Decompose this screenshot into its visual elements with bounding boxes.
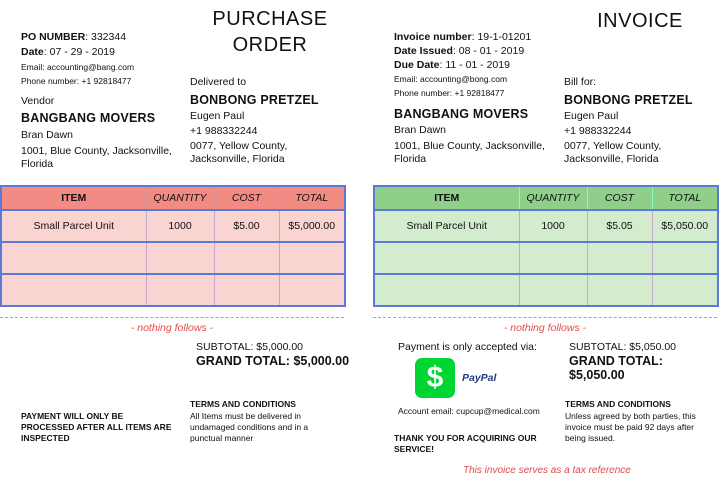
vendor-address-2: Florida: [21, 158, 54, 170]
po-date-line: Date: 07 - 29 - 2019: [21, 46, 115, 58]
delivered-name: BONBONG PRETZEL: [190, 93, 319, 107]
po-row-total: $5,000.00: [279, 210, 345, 242]
po-terms-3: punctual manner: [190, 433, 254, 443]
po-terms-1: All Items must be delivered in: [190, 411, 302, 421]
po-row-cost: $5.00: [214, 210, 279, 242]
vendor-label: Vendor: [21, 95, 55, 107]
table-row: [374, 274, 718, 306]
po-email: Email: accounting@bang.com: [21, 62, 135, 72]
po-subtotal: SUBTOTAL: $5,000.00: [196, 341, 304, 353]
invoice-from-address-1: 1001, Blue County, Jacksonville,: [394, 140, 545, 152]
invoice-row-cost: $5.05: [587, 210, 652, 242]
invoice-terms-1: Unless agreed by both parties, this: [565, 411, 696, 421]
bill-phone: +1 988332244: [564, 125, 632, 137]
invoice-divider: [373, 317, 717, 318]
invoice-terms-title: TERMS AND CONDITIONS: [565, 399, 671, 409]
po-header-total: TOTAL: [279, 186, 345, 210]
po-nothing-follows: - nothing follows -: [130, 322, 214, 334]
po-payment-note-3: INSPECTED: [21, 433, 70, 443]
invoice-issued-line: Date Issued: 08 - 01 - 2019: [394, 45, 525, 57]
po-title: PURCHASE ORDER: [212, 8, 328, 56]
vendor-name: BANGBANG MOVERS: [21, 111, 156, 125]
invoice-email: Email: accounting@bong.com: [394, 74, 508, 84]
po-header-cost: COST: [214, 186, 279, 210]
account-email: Account email: cupcup@medical.com: [398, 406, 540, 416]
table-row: [1, 210, 345, 242]
tax-reference-note: This invoice serves as a tax reference: [463, 465, 631, 476]
bill-contact: Eugen Paul: [564, 110, 619, 122]
invoice-terms-2: invoice must be paid 92 days after: [565, 422, 694, 432]
paypal-logo: PayPal: [462, 372, 497, 384]
invoice-subtotal: SUBTOTAL: $5,050.00: [569, 341, 677, 353]
cashapp-icon: $: [415, 358, 455, 398]
vendor-address-1: 1001, Blue County, Jacksonville,: [21, 145, 172, 157]
table-row: [1, 274, 345, 306]
invoice-header-cost: COST: [587, 186, 652, 210]
table-row: [1, 242, 345, 274]
po-items-table: [0, 185, 346, 307]
delivered-phone: +1 988332244: [190, 125, 258, 137]
po-terms-title: TERMS AND CONDITIONS: [190, 399, 296, 409]
bill-address-2: Jacksonville, Florida: [564, 153, 659, 165]
invoice-header-item: ITEM: [374, 186, 519, 210]
bill-label: Bill for:: [564, 76, 597, 88]
po-phone: Phone number: +1 92818477: [21, 76, 132, 86]
delivered-address-1: 0077, Yellow County,: [190, 140, 288, 152]
invoice-row-total: $5,050.00: [652, 210, 718, 242]
table-row: [374, 210, 718, 242]
invoice-header-total: TOTAL: [652, 186, 718, 210]
invoice-row-item: Small Parcel Unit: [374, 210, 519, 242]
invoice-phone: Phone number: +1 92818477: [394, 88, 505, 98]
invoice-title: INVOICE: [597, 10, 683, 32]
invoice-number-line: Invoice number: 19-1-01201: [394, 31, 532, 43]
invoice-row-quantity: 1000: [519, 210, 587, 242]
po-row-item: Small Parcel Unit: [1, 210, 146, 242]
invoice-due-line: Due Date: 11 - 01 - 2019: [394, 59, 510, 71]
table-row: [374, 242, 718, 274]
vendor-contact: Bran Dawn: [21, 129, 73, 141]
delivered-address-2: Jacksonville, Florida: [190, 153, 285, 165]
po-divider: [0, 317, 344, 318]
po-number-line: PO NUMBER: 332344: [21, 31, 127, 43]
po-row-quantity: 1000: [146, 210, 214, 242]
invoice-items-table: [373, 185, 719, 307]
invoice-from-address-2: Florida: [394, 153, 427, 165]
po-header-quantity: QUANTITY: [146, 186, 214, 210]
thanks-1: THANK YOU FOR ACQUIRING OUR: [394, 433, 537, 443]
invoice-terms-3: being issued.: [565, 433, 616, 443]
po-payment-note-1: PAYMENT WILL ONLY BE: [21, 411, 124, 421]
po-payment-note-2: PROCESSED AFTER ALL ITEMS ARE: [21, 422, 172, 432]
invoice-nothing-follows: - nothing follows -: [503, 322, 587, 334]
po-header-item: ITEM: [1, 186, 146, 210]
invoice-grand-total: GRAND TOTAL: $5,050.00: [569, 354, 663, 382]
delivered-contact: Eugen Paul: [190, 110, 245, 122]
po-terms-2: undamaged conditions and in a: [190, 422, 309, 432]
bill-address-1: 0077, Yellow County,: [564, 140, 662, 152]
payment-accepted: Payment is only accepted via:: [398, 341, 537, 353]
invoice-from-contact: Bran Dawn: [394, 124, 446, 136]
thanks-2: SERVICE!: [394, 444, 434, 454]
po-grand-total: GRAND TOTAL: $5,000.00: [196, 354, 350, 368]
bill-name: BONBONG PRETZEL: [564, 93, 693, 107]
invoice-from-name: BANGBANG MOVERS: [394, 107, 529, 121]
delivered-label: Delivered to: [190, 76, 247, 88]
invoice-header-quantity: QUANTITY: [519, 186, 587, 210]
